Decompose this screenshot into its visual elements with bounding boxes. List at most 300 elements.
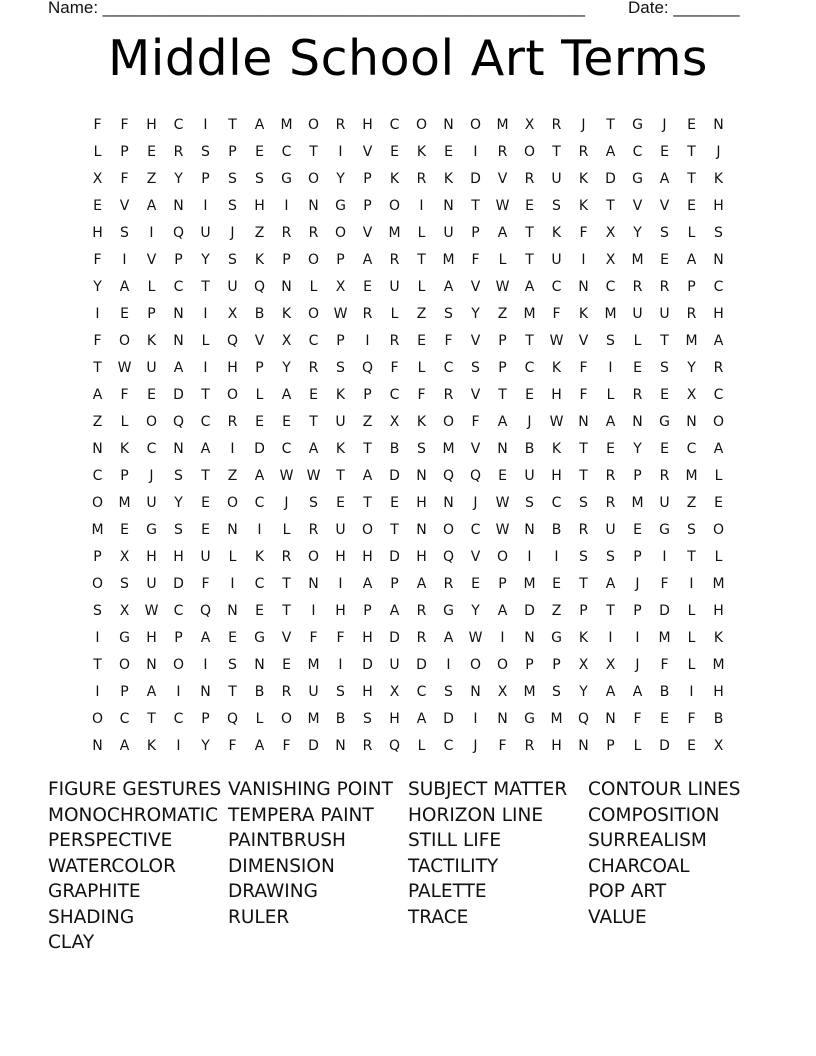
- grid-letter: M: [658, 630, 671, 646]
- grid-letter: I: [176, 684, 181, 700]
- grid-letter: V: [362, 225, 373, 241]
- grid-letter: P: [633, 603, 642, 619]
- grid-letter: N: [578, 414, 589, 430]
- grid-letter: N: [308, 576, 319, 592]
- grid-letter: Y: [633, 225, 642, 241]
- grid-letter: L: [417, 225, 426, 241]
- grid-letter: L: [606, 387, 615, 403]
- grid-letter: K: [281, 306, 292, 322]
- grid-letter: P: [498, 360, 507, 376]
- grid-letter: O: [307, 117, 320, 133]
- grid-letter: X: [524, 117, 535, 133]
- grid-letter: P: [687, 279, 696, 295]
- grid-letter: Q: [388, 738, 401, 754]
- grid-letter: A: [200, 441, 211, 457]
- grid-row: [84, 139, 744, 166]
- grid-letter: I: [608, 630, 613, 646]
- grid-letter: O: [361, 522, 374, 538]
- grid-row: [84, 571, 744, 598]
- grid-letter: M: [280, 117, 293, 133]
- grid-letter: T: [390, 522, 399, 538]
- grid-letter: I: [338, 576, 343, 592]
- grid-letter: N: [308, 198, 319, 214]
- grid-letter: F: [552, 306, 561, 322]
- grid-letter: G: [632, 117, 643, 133]
- grid-letter: E: [633, 360, 642, 376]
- grid-letter: A: [92, 387, 103, 403]
- word-bank-item: MONOCHROMATIC: [48, 804, 219, 826]
- grid-letter: I: [203, 360, 208, 376]
- grid-letter: N: [686, 414, 697, 430]
- grid-letter: C: [119, 711, 130, 727]
- grid-letter: G: [632, 171, 643, 187]
- grid-letter: T: [498, 387, 507, 403]
- grid-letter: K: [578, 171, 589, 187]
- grid-letter: S: [309, 495, 318, 511]
- grid-letter: E: [660, 711, 669, 727]
- grid-letter: D: [659, 738, 670, 754]
- grid-letter: D: [389, 549, 400, 565]
- grid-letter: F: [93, 333, 102, 349]
- grid-letter: A: [443, 630, 454, 646]
- grid-letter: N: [335, 738, 346, 754]
- grid-letter: W: [549, 414, 564, 430]
- grid-letter: U: [389, 657, 400, 673]
- grid-letter: I: [230, 576, 235, 592]
- grid-letter: X: [605, 252, 616, 268]
- grid-letter: Q: [577, 711, 590, 727]
- grid-letter: C: [146, 441, 157, 457]
- word-bank-item: TRACE: [408, 906, 469, 928]
- grid-letter: K: [551, 225, 562, 241]
- grid-letter: R: [443, 576, 454, 592]
- grid-letter: V: [632, 198, 643, 214]
- grid-letter: X: [686, 387, 697, 403]
- word-bank-item: PAINTBRUSH: [228, 830, 346, 851]
- grid-letter: T: [525, 333, 534, 349]
- grid-letter: Q: [442, 468, 455, 484]
- grid-letter: S: [714, 225, 723, 241]
- grid-letter: I: [95, 306, 100, 322]
- grid-letter: A: [659, 171, 670, 187]
- grid-letter: O: [172, 657, 185, 673]
- grid-letter: H: [713, 306, 724, 322]
- grid-letter: Y: [201, 252, 210, 268]
- grid-letter: V: [470, 387, 481, 403]
- grid-letter: R: [632, 387, 643, 403]
- grid-letter: D: [416, 657, 427, 673]
- grid-letter: P: [174, 630, 183, 646]
- grid-letter: E: [390, 495, 399, 511]
- grid-letter: J: [635, 576, 640, 592]
- grid-letter: M: [523, 306, 536, 322]
- grid-letter: L: [228, 549, 237, 565]
- grid-letter: Y: [93, 279, 102, 295]
- grid-letter: X: [578, 657, 589, 673]
- grid-letter: O: [415, 117, 428, 133]
- grid-letter: R: [281, 225, 292, 241]
- grid-letter: Y: [174, 171, 183, 187]
- grid-letter: A: [497, 225, 508, 241]
- grid-letter: R: [389, 333, 400, 349]
- grid-letter: W: [468, 630, 483, 646]
- grid-letter: K: [416, 144, 427, 160]
- grid-letter: R: [335, 117, 346, 133]
- grid-letter: U: [551, 252, 562, 268]
- grid-letter: Z: [254, 225, 265, 241]
- grid-letter: M: [496, 117, 509, 133]
- grid-letter: R: [362, 738, 373, 754]
- grid-letter: L: [390, 306, 399, 322]
- grid-letter: P: [363, 603, 372, 619]
- grid-letter: A: [443, 279, 454, 295]
- page-title: Middle School Art Terms: [108, 30, 708, 87]
- grid-letter: L: [147, 279, 156, 295]
- grid-letter: C: [713, 279, 724, 295]
- name-field-label[interactable]: Name: ___________________________________________________: [48, 0, 585, 17]
- grid-letter: V: [362, 144, 373, 160]
- grid-letter: P: [606, 738, 615, 754]
- grid-letter: F: [282, 738, 291, 754]
- grid-letter: N: [173, 198, 184, 214]
- grid-letter: U: [659, 306, 670, 322]
- grid-letter: O: [712, 414, 725, 430]
- grid-letter: N: [200, 684, 211, 700]
- grid-letter: U: [443, 225, 454, 241]
- grid-letter: B: [659, 684, 670, 700]
- grid-letter: M: [604, 306, 617, 322]
- grid-letter: B: [389, 441, 400, 457]
- grid-letter: C: [281, 144, 292, 160]
- grid-letter: R: [713, 360, 724, 376]
- grid-letter: E: [687, 117, 696, 133]
- grid-letter: U: [632, 306, 643, 322]
- grid-letter: A: [119, 279, 130, 295]
- word-bank-item: GRAPHITE: [48, 881, 141, 902]
- grid-letter: H: [254, 198, 265, 214]
- grid-letter: T: [93, 657, 102, 673]
- grid-letter: P: [633, 549, 642, 565]
- grid-letter: R: [416, 630, 427, 646]
- word-bank-item: RULER: [228, 906, 290, 928]
- grid-letter: E: [309, 387, 318, 403]
- grid-letter: P: [93, 549, 102, 565]
- grid-row: [84, 544, 744, 571]
- grid-letter: D: [605, 171, 616, 187]
- grid-letter: O: [523, 144, 536, 160]
- grid-letter: X: [389, 414, 400, 430]
- grid-letter: R: [362, 306, 373, 322]
- grid-letter: O: [496, 549, 509, 565]
- grid-letter: T: [660, 333, 669, 349]
- grid-letter: N: [497, 441, 508, 457]
- grid-letter: T: [93, 360, 102, 376]
- grid-letter: V: [470, 279, 481, 295]
- grid-letter: O: [442, 522, 455, 538]
- grid-letter: F: [93, 117, 102, 133]
- grid-letter: P: [228, 144, 237, 160]
- grid-letter: S: [228, 171, 237, 187]
- grid-letter: H: [146, 630, 157, 646]
- grid-letter: I: [500, 630, 505, 646]
- grid-letter: O: [307, 306, 320, 322]
- grid-letter: I: [176, 738, 181, 754]
- grid-letter: R: [578, 144, 589, 160]
- grid-letter: K: [254, 252, 265, 268]
- grid-letter: J: [230, 225, 235, 241]
- grid-letter: Y: [471, 603, 480, 619]
- grid-letter: M: [388, 225, 401, 241]
- grid-letter: D: [308, 738, 319, 754]
- grid-letter: K: [578, 198, 589, 214]
- grid-letter: C: [173, 711, 184, 727]
- grid-letter: I: [284, 198, 289, 214]
- grid-letter: C: [551, 279, 562, 295]
- grid-letter: U: [146, 360, 157, 376]
- grid-letter: S: [687, 522, 696, 538]
- grid-letter: E: [606, 441, 615, 457]
- grid-letter: I: [473, 144, 478, 160]
- word-bank-item: VALUE: [588, 906, 647, 928]
- grid-letter: Y: [687, 360, 696, 376]
- grid-letter: U: [524, 468, 535, 484]
- grid-letter: E: [714, 495, 723, 511]
- grid-row: [84, 409, 744, 436]
- grid-letter: E: [255, 603, 264, 619]
- grid-letter: N: [146, 657, 157, 673]
- grid-letter: I: [203, 306, 208, 322]
- grid-letter: R: [686, 306, 697, 322]
- grid-letter: Z: [92, 414, 103, 430]
- grid-letter: X: [389, 684, 400, 700]
- grid-letter: F: [417, 387, 426, 403]
- grid-letter: G: [659, 522, 670, 538]
- grid-letter: E: [471, 576, 480, 592]
- word-bank-item: HORIZON LINE: [408, 804, 544, 826]
- grid-letter: U: [308, 684, 319, 700]
- grid-letter: N: [416, 468, 427, 484]
- grid-letter: H: [713, 603, 724, 619]
- grid-letter: O: [226, 495, 239, 511]
- grid-letter: M: [523, 684, 536, 700]
- grid-letter: T: [228, 117, 237, 133]
- grid-letter: I: [689, 684, 694, 700]
- grid-row: [84, 166, 744, 193]
- grid-letter: A: [362, 252, 373, 268]
- grid-letter: N: [470, 684, 481, 700]
- grid-letter: N: [713, 117, 724, 133]
- grid-letter: D: [362, 657, 373, 673]
- grid-letter: T: [201, 468, 210, 484]
- grid-letter: O: [145, 414, 158, 430]
- grid-letter: N: [416, 522, 427, 538]
- grid-letter: T: [282, 603, 291, 619]
- grid-letter: L: [282, 522, 291, 538]
- grid-letter: M: [523, 576, 536, 592]
- grid-letter: U: [335, 414, 346, 430]
- grid-letter: L: [498, 252, 507, 268]
- grid-letter: L: [255, 387, 264, 403]
- grid-letter: C: [713, 387, 724, 403]
- grid-letter: H: [389, 711, 400, 727]
- grid-row: [84, 625, 744, 652]
- grid-row: [84, 733, 744, 760]
- grid-letter: H: [362, 684, 373, 700]
- date-field-label[interactable]: Date: _______: [628, 0, 740, 17]
- grid-letter: L: [120, 414, 129, 430]
- grid-letter: P: [282, 252, 291, 268]
- grid-letter: L: [687, 603, 696, 619]
- grid-letter: W: [495, 198, 510, 214]
- grid-letter: S: [174, 522, 183, 538]
- grid-letter: M: [91, 522, 104, 538]
- grid-letter: T: [471, 198, 480, 214]
- grid-letter: N: [227, 603, 238, 619]
- grid-letter: C: [551, 495, 562, 511]
- grid-letter: Y: [282, 360, 291, 376]
- grid-letter: E: [660, 387, 669, 403]
- grid-row: [84, 220, 744, 247]
- grid-letter: K: [578, 630, 589, 646]
- grid-letter: F: [390, 360, 399, 376]
- grid-letter: S: [363, 711, 372, 727]
- grid-letter: M: [118, 495, 131, 511]
- grid-letter: S: [552, 684, 561, 700]
- grid-letter: W: [549, 333, 564, 349]
- grid-letter: S: [579, 495, 588, 511]
- grid-letter: L: [255, 711, 264, 727]
- grid-letter: A: [524, 279, 535, 295]
- grid-letter: E: [498, 468, 507, 484]
- grid-letter: I: [203, 198, 208, 214]
- grid-letter: K: [713, 171, 724, 187]
- grid-letter: N: [524, 522, 535, 538]
- grid-letter: P: [633, 468, 642, 484]
- grid-row: [84, 706, 744, 733]
- grid-letter: K: [335, 387, 346, 403]
- grid-letter: E: [228, 630, 237, 646]
- grid-letter: I: [365, 333, 370, 349]
- grid-letter: D: [173, 576, 184, 592]
- grid-letter: A: [254, 468, 265, 484]
- grid-letter: C: [605, 279, 616, 295]
- grid-letter: E: [282, 657, 291, 673]
- grid-letter: R: [227, 414, 238, 430]
- grid-letter: S: [525, 495, 534, 511]
- grid-letter: N: [443, 198, 454, 214]
- grid-letter: O: [307, 549, 320, 565]
- grid-letter: J: [716, 144, 721, 160]
- grid-letter: P: [363, 171, 372, 187]
- grid-letter: I: [581, 252, 586, 268]
- word-bank-item: DRAWING: [228, 881, 318, 902]
- grid-letter: O: [280, 711, 293, 727]
- grid-letter: K: [551, 360, 562, 376]
- grid-letter: I: [608, 360, 613, 376]
- grid-letter: J: [473, 495, 478, 511]
- grid-letter: P: [201, 711, 210, 727]
- grid-letter: D: [389, 630, 400, 646]
- word-bank-item: SHADING: [48, 906, 135, 928]
- grid-letter: A: [119, 738, 130, 754]
- grid-letter: C: [389, 387, 400, 403]
- grid-letter: T: [363, 441, 372, 457]
- grid-letter: D: [389, 468, 400, 484]
- grid-letter: U: [227, 279, 238, 295]
- grid-letter: Z: [497, 306, 508, 322]
- grid-letter: C: [443, 360, 454, 376]
- grid-letter: X: [92, 171, 103, 187]
- grid-letter: E: [660, 441, 669, 457]
- grid-row: [84, 598, 744, 625]
- grid-letter: A: [416, 711, 427, 727]
- grid-letter: V: [281, 630, 292, 646]
- grid-letter: E: [660, 144, 669, 160]
- grid-letter: A: [254, 738, 265, 754]
- grid-letter: T: [579, 441, 588, 457]
- grid-letter: C: [308, 333, 319, 349]
- grid-letter: O: [496, 657, 509, 673]
- grid-letter: F: [687, 711, 696, 727]
- grid-letter: F: [120, 117, 129, 133]
- grid-letter: U: [551, 171, 562, 187]
- grid-letter: Q: [172, 225, 185, 241]
- grid-letter: V: [470, 333, 481, 349]
- word-search-grid: [84, 112, 744, 762]
- grid-letter: U: [200, 549, 211, 565]
- grid-letter: G: [551, 630, 562, 646]
- grid-letter: Z: [362, 414, 373, 430]
- grid-letter: E: [147, 144, 156, 160]
- grid-letter: C: [173, 279, 184, 295]
- grid-letter: U: [146, 576, 157, 592]
- grid-row: [84, 463, 744, 490]
- grid-letter: O: [91, 495, 104, 511]
- grid-letter: U: [335, 522, 346, 538]
- grid-letter: I: [338, 144, 343, 160]
- grid-letter: L: [687, 657, 696, 673]
- grid-letter: W: [495, 495, 510, 511]
- grid-letter: O: [118, 657, 131, 673]
- grid-letter: N: [281, 279, 292, 295]
- grid-letter: M: [685, 468, 698, 484]
- grid-letter: F: [120, 387, 129, 403]
- grid-letter: Q: [442, 549, 455, 565]
- grid-letter: D: [470, 171, 481, 187]
- grid-letter: W: [117, 360, 132, 376]
- grid-letter: R: [659, 279, 670, 295]
- grid-letter: Z: [416, 306, 427, 322]
- grid-letter: N: [443, 495, 454, 511]
- grid-letter: V: [119, 198, 130, 214]
- grid-letter: N: [632, 414, 643, 430]
- word-bank-item: COMPOSITION: [588, 804, 720, 826]
- word-bank-item: FIGURE GESTURES: [48, 779, 222, 800]
- grid-letter: P: [255, 360, 264, 376]
- grid-letter: K: [416, 414, 427, 430]
- grid-letter: R: [524, 738, 535, 754]
- grid-letter: N: [173, 306, 184, 322]
- grid-letter: Y: [579, 684, 588, 700]
- grid-letter: O: [334, 225, 347, 241]
- grid-letter: F: [471, 414, 480, 430]
- grid-letter: H: [92, 225, 103, 241]
- grid-letter: S: [255, 171, 264, 187]
- grid-letter: J: [581, 117, 586, 133]
- grid-letter: M: [442, 252, 455, 268]
- word-bank-item: CLAY: [48, 932, 95, 953]
- grid-letter: A: [146, 198, 157, 214]
